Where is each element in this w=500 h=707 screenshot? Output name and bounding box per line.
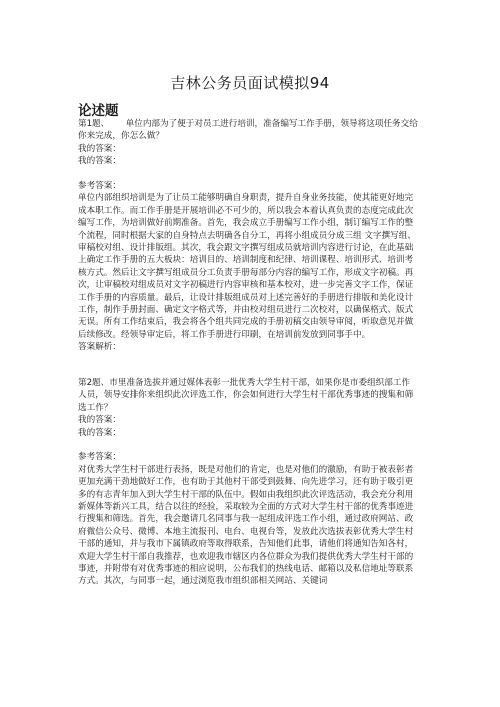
reference-answer-label: 参考答案：	[78, 452, 121, 463]
reference-answer-text: 对优秀大学生村干部进行表扬，既是对他们的肯定，也是对他们的激励，有助于被表彰者更加充满干劲地做好工作，也有助于其他村干部受到鼓舞、向先进学习，还有助于吸引更多的有志青年加入到大学生村干部的队伍中。假如由我组织此次评选活动，我会充分利用新媒体等新兴工具，结合以往的经验，采取较为全面的方式对大学生村干部的优秀事迹进行搜集和筛选。首先，我会邀请几名同事与我一起组成评选工作小组，通过政府网站、政府微信公众号、微博、本地主流报刊、电台、电视台等，发放此次选拔表彰优秀大学生村干部的通知，并与我市下属镇政府等取得联系，告知他们此事，请他们将通知告知各村，欢迎大学生村干部自我推荐，也欢迎我市辖区内各位群众为我们提供优秀大学生村干部的事迹，并附带有对优秀事迹的相应说明，公布我们的热线电话、邮箱以及私信地址等联系方式。其次，与同事一起，通过浏览我市组织部相关网站、关键词	[78, 464, 414, 587]
my-answer-label: 我的答案：	[78, 427, 121, 438]
question-text	[78, 118, 418, 143]
section-heading: 论述题	[78, 103, 119, 119]
spacer	[78, 439, 418, 451]
my-answer-label: 我的答案：	[78, 143, 121, 154]
answer-analysis-label: 答案解析：	[78, 342, 121, 353]
question-number: 第1题、	[78, 119, 110, 129]
reference-answer-label: 参考答案：	[78, 181, 121, 192]
question-prompt: 单位内部为了便于对员工进行培训，准备编写工作手册，领导将这项任务交给你来完成，你怎么做？	[78, 119, 418, 142]
question-number: 第2题、	[78, 378, 110, 388]
reference-answer-text: 单位内部组织培训是为了让员工能够明确自身职责，提升自身业务技能，使其能更好地完成本职工作。而工作手册是开展培训必不可少的，所以我会本着认真负责的态度完成此次编写工作，为培训做好前期准备。首先，我会成立手册编写工作小组，制订编写工作的整个流程，同时根据大家的自身特点去明确各自分工，再将小组成员分成三组 文字撰写组、审稿校对组、设计排版组。其次，我会跟文字撰写组成员就培训内容进行讨论，在此基础上确定工作手册的五大板块：培训目的、培训制度和纪律、培训课程、培训形式、培训考核方式。然后让文字撰写组成员分工负责手册每部分内容的编写工作，形成文字初稿。再次，让审稿校对组成员对文字初稿进行内容审核和基本校对，进一步完善文字工作，保证工作手册的内容质量。最后，让设计排版组成员对上述完善好的手册进行排版和美化设计工作，制作手册封面、确定文字格式等，并由校对组员进行二次校对，以确保格式、版式无误。所有工作结束后，我会将各个组共同完成的手册初稿交由领导审阅，听取意见并做后续修改。经领导审定后，将工作手册进行印刷，在培训前发放到同事手中。	[78, 193, 416, 340]
page-title: 吉林公务员面试模拟94	[170, 74, 330, 92]
question-prompt: 市里准备选拔并通过媒体表彰一批优秀大学生村干部，如果你是市委组织部工作人员，领导安排你来组织此次评选工作，你会如何进行大学生村干部优秀事迹的搜集和筛选工作？	[78, 378, 414, 413]
question-text	[78, 377, 418, 414]
spacer	[78, 168, 418, 180]
my-answer-label: 我的答案：	[78, 415, 121, 426]
my-answer-label: 我的答案：	[78, 156, 121, 167]
question-block-2	[78, 377, 418, 588]
question-block-1	[78, 118, 418, 354]
